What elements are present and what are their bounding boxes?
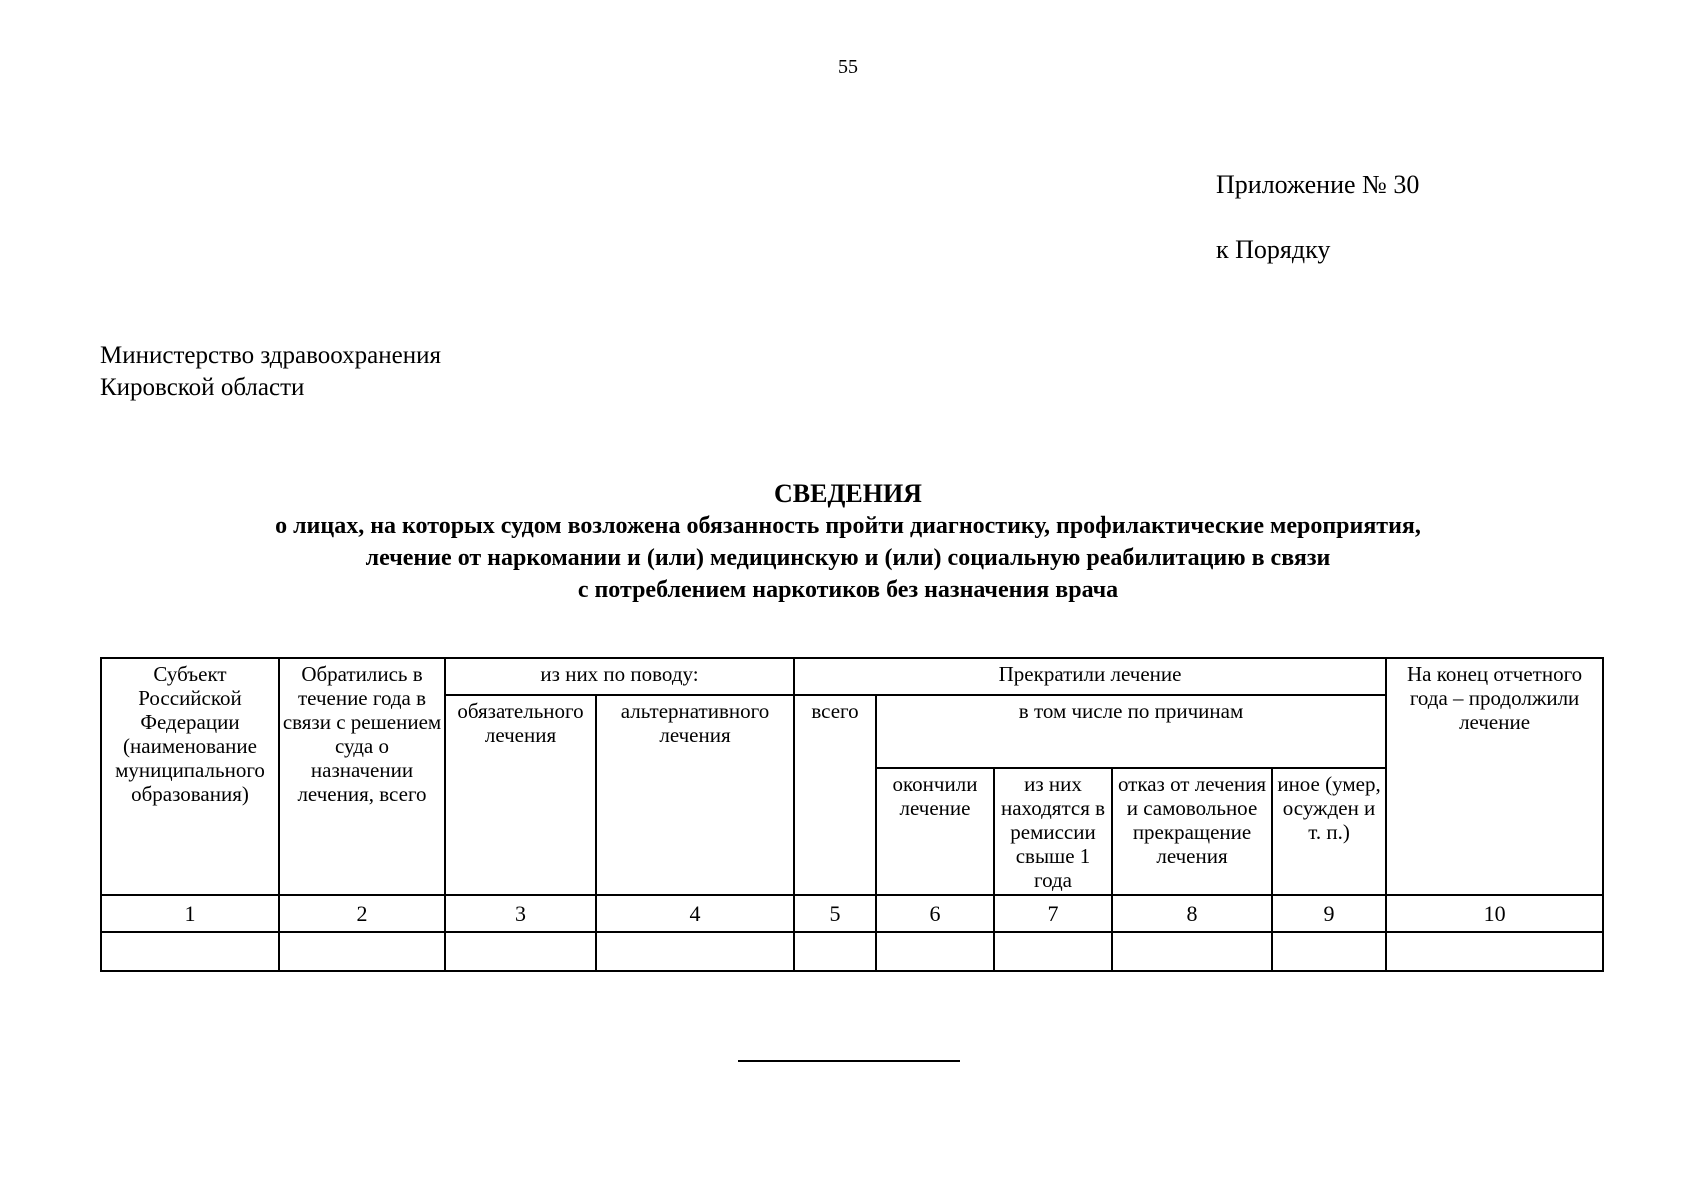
header-including-reasons: в том числе по причинам <box>876 695 1386 768</box>
column-number: 4 <box>596 895 794 932</box>
column-number: 6 <box>876 895 994 932</box>
column-number: 8 <box>1112 895 1272 932</box>
document-heading <box>0 478 1696 606</box>
appendix-block <box>1216 170 1419 265</box>
data-cell <box>1272 932 1386 971</box>
ministry-block <box>100 340 441 404</box>
data-cell <box>101 932 279 971</box>
header-completed-treatment: окончили лечение <box>876 768 994 895</box>
header-stopped-total: всего <box>794 695 876 895</box>
column-number: 1 <box>101 895 279 932</box>
report-table <box>100 657 1604 972</box>
data-cell <box>1386 932 1603 971</box>
column-number: 2 <box>279 895 445 932</box>
document-subtitle-line-3: с потреблением наркотиков без назначения врача <box>577 577 1119 603</box>
header-stopped-treatment: Прекратили лечение <box>794 658 1386 695</box>
appendix-label: Приложение № 30 <box>1216 170 1420 199</box>
data-cell <box>1112 932 1272 971</box>
header-remission: из них находятся в ремиссии свыше 1 года <box>994 768 1112 895</box>
column-number: 9 <box>1272 895 1386 932</box>
document-subtitle-line-1: о лицах, на которых судом возложена обязанность пройти диагностику, профилактические мероприятия, <box>275 513 1421 539</box>
header-alternative-treatment: альтернативного лечения <box>596 695 794 895</box>
document-title: СВЕДЕНИЯ <box>774 479 922 508</box>
data-entry-row <box>101 932 1603 971</box>
column-number-row <box>101 895 1603 932</box>
appendix-reference: к Порядку <box>1216 235 1331 264</box>
header-of-which-reason: из них по поводу: <box>445 658 794 695</box>
header-refusal: отказ от лечения и самовольное прекращение лечения <box>1112 768 1272 895</box>
header-other-reason: иное (умер, осужден и т. п.) <box>1272 768 1386 895</box>
ministry-region: Кировской области <box>100 374 305 401</box>
ministry-name: Министерство здравоохранения <box>100 342 441 369</box>
header-subject: Субъект Российской Федерации (наименование муниципального образования) <box>101 658 279 895</box>
column-number: 5 <box>794 895 876 932</box>
data-cell <box>994 932 1112 971</box>
data-cell <box>445 932 596 971</box>
data-cell <box>876 932 994 971</box>
column-number: 3 <box>445 895 596 932</box>
footer-divider <box>738 1060 960 1062</box>
header-continued-treatment: На конец отчетного года – продолжили лечение <box>1386 658 1603 895</box>
data-cell <box>279 932 445 971</box>
column-number: 7 <box>994 895 1112 932</box>
header-row-1 <box>101 658 1603 695</box>
data-cell <box>794 932 876 971</box>
header-applied: Обратились в течение года в связи с решением суда о назначении лечения, всего <box>279 658 445 895</box>
data-cell <box>596 932 794 971</box>
page-number: 55 <box>838 56 858 78</box>
column-number: 10 <box>1386 895 1603 932</box>
document-subtitle-line-2: лечение от наркомании и (или) медицинскую и (или) социальную реабилитацию в связи <box>365 545 1331 571</box>
header-mandatory-treatment: обязательного лечения <box>445 695 596 895</box>
